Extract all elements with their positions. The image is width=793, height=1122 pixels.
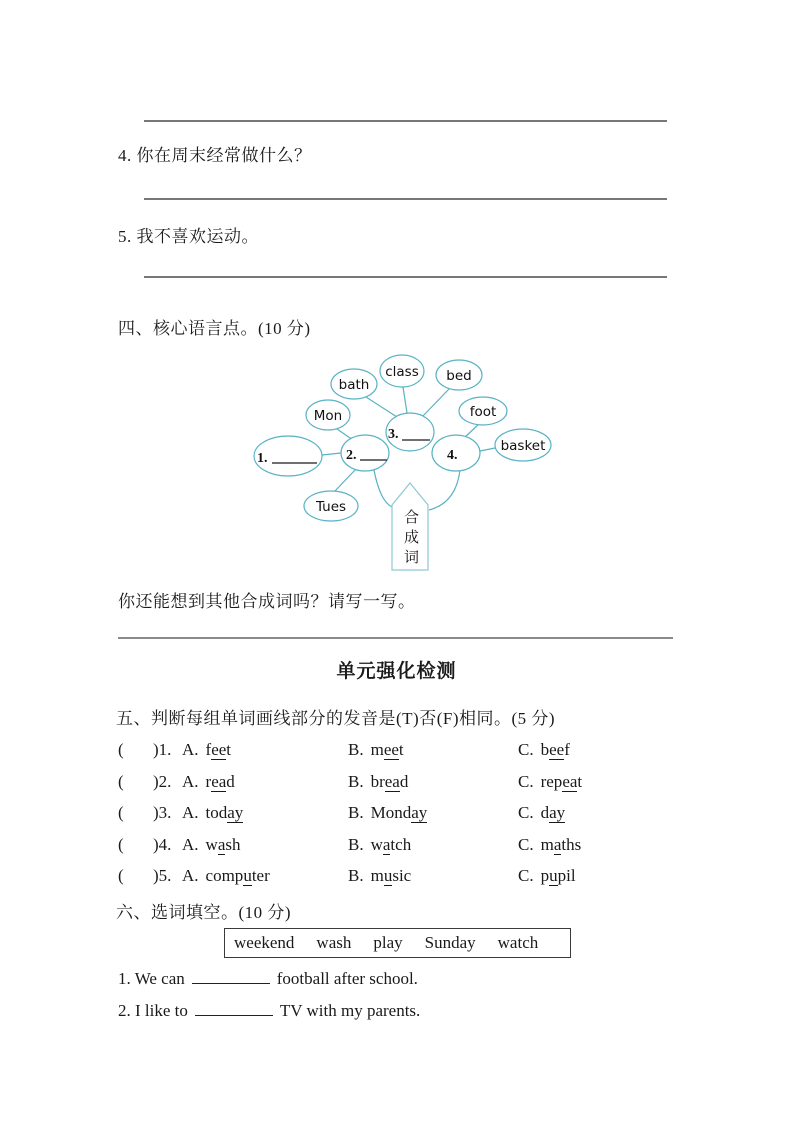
- underlined-letters: u: [383, 866, 393, 885]
- fill-sentence-1: 1. We can football after school.: [118, 969, 418, 988]
- section6-heading: 六、选词填空。(10 分): [116, 903, 292, 922]
- question-4: 4. 你在周末经常做什么？: [118, 146, 312, 165]
- underlined-letters: ea: [384, 772, 400, 791]
- underlined-letters: u: [549, 866, 558, 885]
- bubble-label: Tues: [315, 499, 347, 515]
- row-number: )1.: [153, 740, 172, 759]
- underlined-letters: u: [243, 866, 252, 885]
- underlined-letters: ee: [549, 740, 565, 759]
- phonics-row-1: [118, 740, 718, 764]
- word-bank-item: weekend: [234, 933, 295, 952]
- blank-number-2: 2.: [346, 448, 357, 463]
- blank-number-3: 3.: [388, 427, 399, 442]
- underlined-letters: ay: [549, 803, 566, 822]
- answer-line: [144, 120, 667, 122]
- word-bank-item: watch: [497, 933, 539, 952]
- section-divider: [118, 637, 673, 639]
- bubble-label: bed: [446, 368, 472, 384]
- option-c: C. day: [518, 803, 566, 822]
- option-b: B. watch: [348, 835, 412, 854]
- blank-number-1: 1.: [257, 451, 268, 466]
- option-c: C. pupil: [518, 866, 576, 885]
- word-bank-item: play: [373, 933, 403, 952]
- answer-bracket: (: [118, 866, 124, 885]
- option-b: B. meet: [348, 740, 404, 759]
- bubble-label: foot: [469, 404, 497, 420]
- option-b: B. music: [348, 866, 412, 885]
- phonics-row-4: [118, 835, 718, 859]
- option-a: A. today: [182, 803, 244, 822]
- row-number: )2.: [153, 772, 172, 791]
- answer-bracket: (: [118, 772, 124, 791]
- word-bank-item: Sunday: [424, 933, 476, 952]
- option-a: A. computer: [182, 866, 270, 885]
- underlined-letters: ay: [227, 803, 244, 822]
- underlined-letters: ee: [211, 740, 227, 759]
- option-c: C. beef: [518, 740, 570, 759]
- section4-heading: 四、核心语言点。(10 分): [118, 319, 311, 338]
- question-5: 5. 我不喜欢运动。: [118, 227, 259, 246]
- bubble-label: bath: [338, 377, 370, 393]
- underlined-letters: a: [217, 835, 226, 854]
- row-number: )5.: [153, 866, 172, 885]
- answer-bracket: (: [118, 740, 124, 759]
- blank-number-4: 4.: [447, 448, 458, 463]
- fill-blank: [195, 1001, 273, 1016]
- option-a: A. read: [182, 772, 235, 791]
- phonics-row-2: [118, 772, 718, 796]
- answer-bracket: (: [118, 803, 124, 822]
- option-b: B. Monday: [348, 803, 428, 822]
- word-bank: [224, 928, 571, 958]
- bubble-label: Mon: [313, 408, 343, 424]
- bubble-label: class: [385, 364, 419, 380]
- word-bank-item: wash: [316, 933, 352, 952]
- option-c: C. repeat: [518, 772, 583, 791]
- section4-note: 你还能想到其他合成词吗？请写一写。: [118, 592, 416, 611]
- underlined-letters: a: [553, 835, 562, 854]
- fill-blank: [192, 969, 270, 984]
- section5-heading: 五、判断每组单词画线部分的发音是(T)否(F)相同。(5 分): [116, 709, 556, 728]
- answer-line: [144, 198, 667, 200]
- underlined-letters: ea: [211, 772, 227, 791]
- compound-word-label: 合成词: [402, 509, 418, 569]
- row-number: )4.: [153, 835, 172, 854]
- answer-bracket: (: [118, 835, 124, 854]
- bubble-label: basket: [500, 438, 546, 454]
- option-c: C. maths: [518, 835, 582, 854]
- underlined-letters: ay: [411, 803, 428, 822]
- fill-sentence-2: 2. I like to TV with my parents.: [118, 1001, 421, 1020]
- row-number: )3.: [153, 803, 172, 822]
- underlined-letters: a: [382, 835, 391, 854]
- phonics-row-5: [118, 866, 718, 890]
- underlined-letters: ee: [383, 740, 399, 759]
- option-a: A. feet: [182, 740, 232, 759]
- option-b: B. bread: [348, 772, 409, 791]
- unit-test-title: 单元强化检测: [336, 661, 457, 682]
- option-a: A. wash: [182, 835, 241, 854]
- underlined-letters: ea: [562, 772, 578, 791]
- phonics-row-3: [118, 803, 718, 827]
- answer-line: [144, 276, 667, 278]
